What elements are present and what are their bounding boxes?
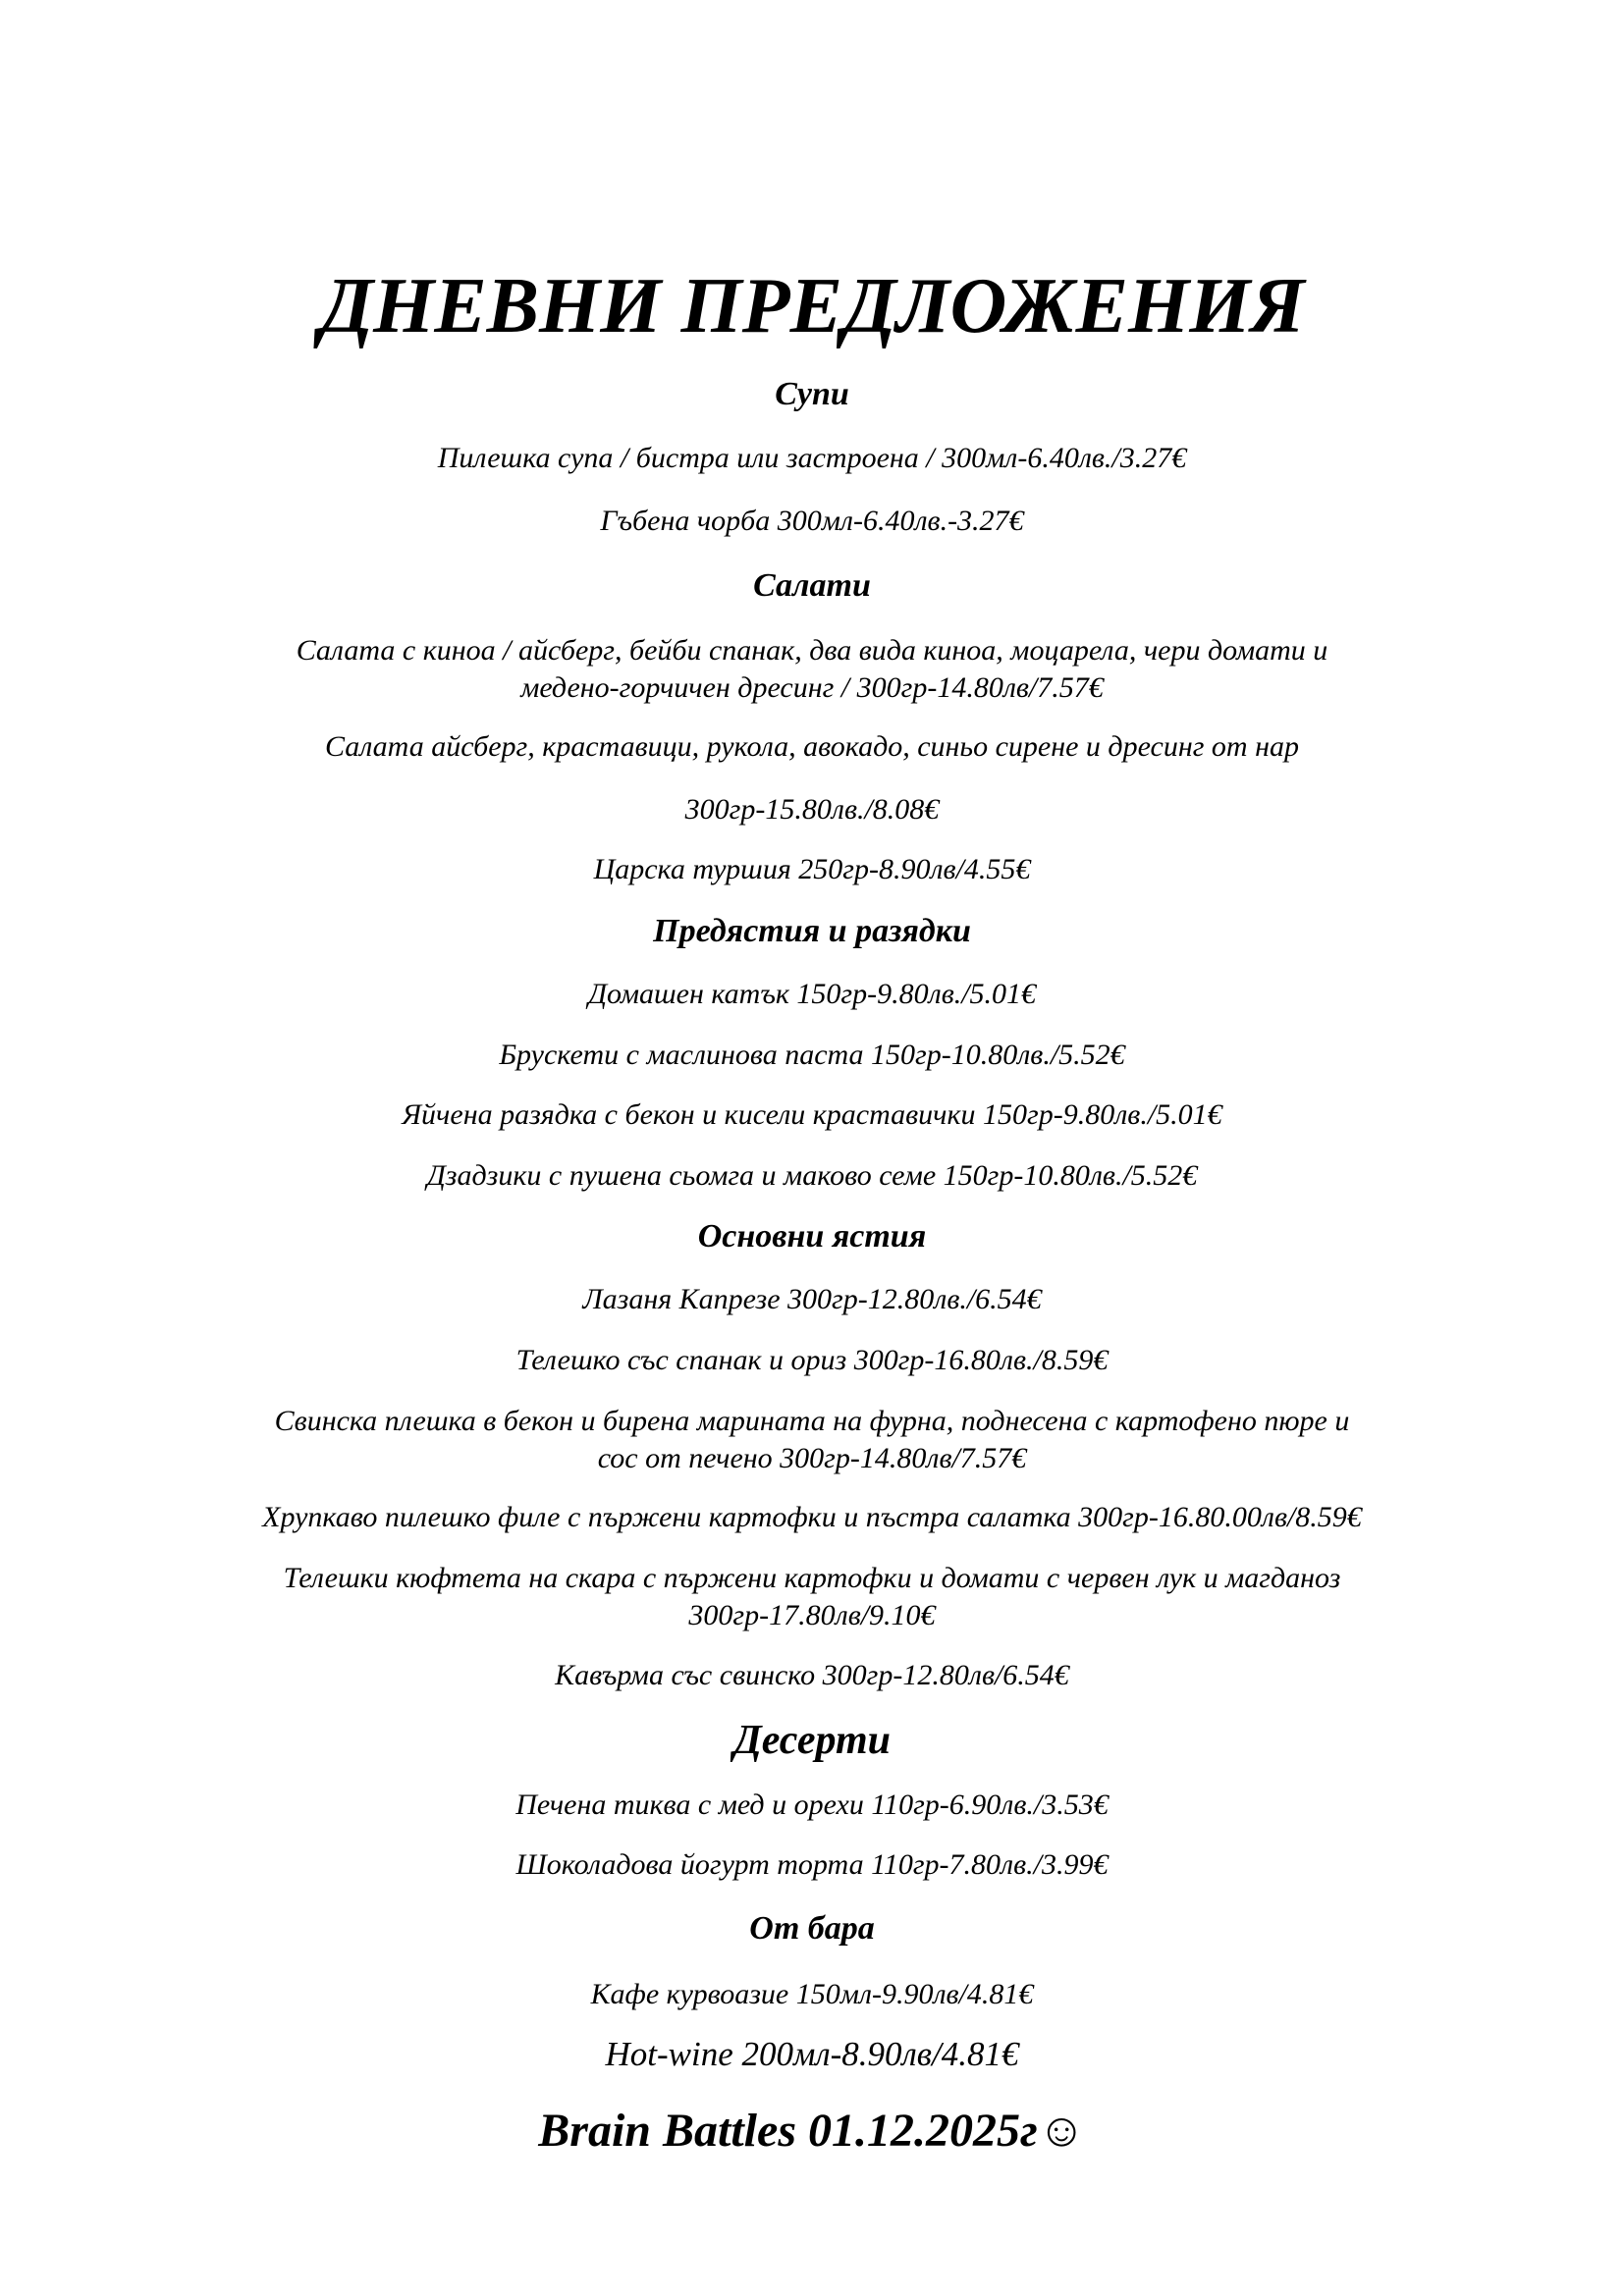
menu-item: Яйчена разядка с бекон и кисели краставички 150гр-9.80лв./5.01€ xyxy=(402,1098,1222,1131)
menu-item-line: Свинска плешка в бекон и бирена марината на фурна, поднесена с картофено пюре и xyxy=(274,1405,1350,1437)
menu-item: Царска туршия 250гр-8.90лв/4.55€ xyxy=(593,853,1031,885)
menu-item: Брускети с маслинова паста 150гр-10.80лв./5.52€ xyxy=(499,1039,1125,1071)
menu-item-line: медено-горчичен дресинг / 300гр-14.80лв/7.57€ xyxy=(520,671,1104,704)
section-heading-salads: Салати xyxy=(753,567,871,604)
menu-item: Печена тиква с мед и орехи 110гр-6.90лв./3.53€ xyxy=(515,1789,1109,1821)
section-heading-mains: Основни ястия xyxy=(697,1218,927,1255)
menu-item-line: Салата айсберг, краставици, рукола, авокадо, синьо сирене и дресинг от нар xyxy=(325,730,1299,763)
menu-item: Гъбена чорба 300мл-6.40лв.-3.27€ xyxy=(600,505,1024,537)
menu-item: Пилешка супа / бистра или застроена / 300мл-6.40лв./3.27€ xyxy=(437,442,1187,474)
page-title: ДНЕВНИ ПРЕДЛОЖЕНИЯ xyxy=(319,263,1305,349)
menu-item: Домашен катък 150гр-9.80лв./5.01€ xyxy=(587,978,1037,1010)
menu-item: Лазаня Капрезе 300гр-12.80лв./6.54€ xyxy=(582,1283,1042,1315)
section-heading-desserts: Десерти xyxy=(733,1718,891,1763)
menu-item: Кавърма със свинско 300гр-12.80лв/6.54€ xyxy=(555,1659,1069,1691)
menu-item-line: 300гр-15.80лв./8.08€ xyxy=(684,793,940,826)
menu-item: Дзадзики с пушена сьомга и маково семе 150гр-10.80лв./5.52€ xyxy=(426,1159,1198,1192)
section-heading-bar: От бара xyxy=(749,1910,875,1947)
event-footer: Brain Battles 01.12.2025г☺ xyxy=(538,2105,1086,2157)
section-heading-soups: Супи xyxy=(775,376,849,412)
menu-item: Телешко със спанак и ориз 300гр-16.80лв./8.59€ xyxy=(515,1344,1109,1376)
menu-item: Шоколадова йогурт торта 110гр-7.80лв./3.99€ xyxy=(515,1848,1109,1881)
menu-item: Hot-wine 200мл-8.90лв/4.81€ xyxy=(605,2035,1019,2073)
menu-item-line: Телешки кюфтета на скара с пържени картофки и домати с червен лук и магданоз xyxy=(283,1562,1341,1594)
menu-item-line: Салата с киноа / айсберг, бейби спанак, два вида киноа, моцарела, чери домати и xyxy=(296,634,1328,667)
menu-item: Кафе курвоазие 150мл-9.90лв/4.81€ xyxy=(590,1978,1034,2010)
menu-item-line: сос от печено 300гр-14.80лв/7.57€ xyxy=(597,1442,1027,1474)
menu-item: Хрупкаво пилешко филе с пържени картофки и пъстра салатка 300гр-16.80.00лв/8.59€ xyxy=(262,1501,1362,1533)
section-heading-starters: Предястия и разядки xyxy=(653,913,971,949)
menu-item-line: 300гр-17.80лв/9.10€ xyxy=(688,1599,936,1631)
